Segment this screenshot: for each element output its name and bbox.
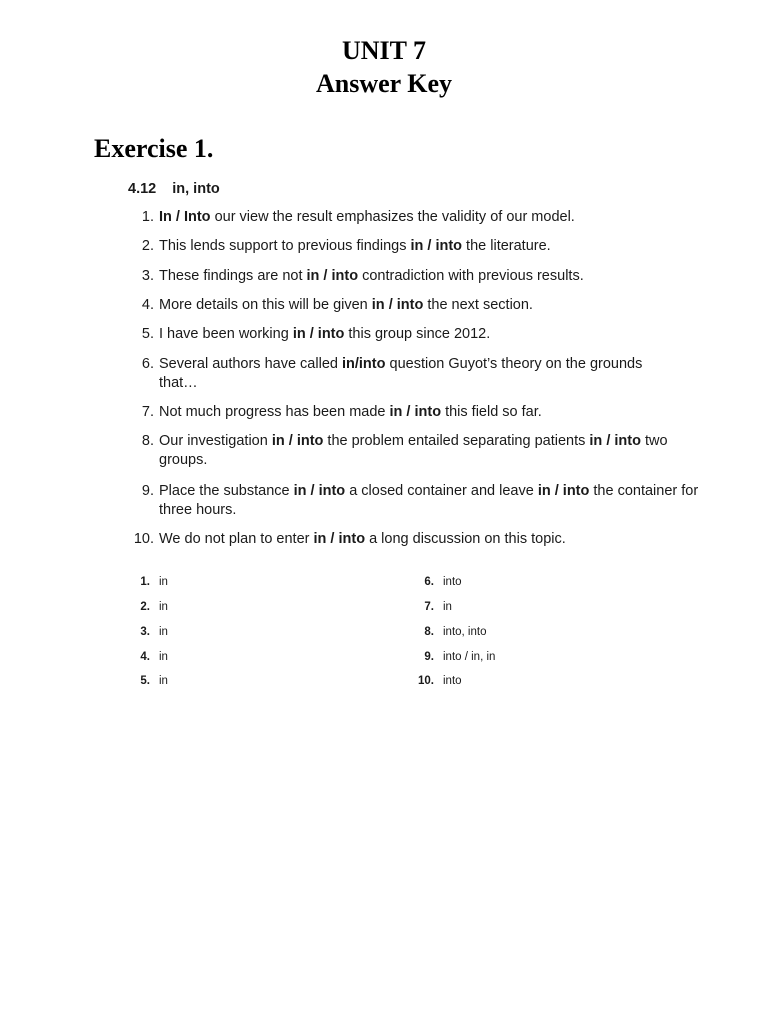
question-item	[124, 403, 714, 422]
question-number: 8.	[141, 433, 154, 449]
question-text	[159, 355, 684, 393]
question-item	[124, 208, 714, 227]
question-text-part: Not much progress has been made	[159, 404, 390, 420]
question-item	[124, 432, 704, 470]
question-text-part: our view the result emphasizes the validity of our model.	[210, 209, 575, 225]
answer-number: 8.	[424, 626, 434, 638]
answer-number: 3.	[140, 626, 150, 638]
question-text-part: Several authors have called	[159, 356, 342, 372]
question-number: 6.	[141, 356, 154, 372]
question-item	[124, 296, 714, 315]
answer-item	[126, 673, 326, 689]
answer-item	[410, 624, 610, 640]
answer-key-title: Answer Key	[315, 69, 452, 98]
answer-value: in	[159, 626, 168, 638]
question-text-part: two groups.	[159, 433, 668, 468]
question-number: 10.	[133, 531, 154, 547]
question-option: in / into	[271, 433, 324, 449]
answer-item	[126, 574, 326, 590]
section-topic: in, into	[172, 181, 220, 197]
question-text	[159, 482, 714, 520]
question-text-part: the problem entailed separating patients	[323, 433, 590, 449]
question-option: in / into	[371, 297, 424, 313]
answer-number: 6.	[424, 576, 434, 588]
question-option: in / into	[589, 433, 641, 449]
question-text-part: More details on this will be given	[159, 297, 372, 313]
question-text	[159, 403, 714, 422]
question-text	[159, 237, 714, 256]
question-option: in / into	[389, 404, 442, 420]
question-number: 4.	[141, 297, 154, 313]
question-option: In / Into	[159, 209, 211, 225]
question-text-part: question Guyot’s theory on the grounds that…	[159, 356, 643, 391]
question-item	[124, 530, 714, 549]
answer-value: in	[443, 601, 452, 613]
answer-value: in	[159, 675, 168, 687]
question-text-part: the next section.	[423, 297, 533, 313]
answer-item	[410, 599, 610, 615]
question-option: in / into	[306, 268, 359, 284]
answer-item	[126, 624, 326, 640]
question-number: 1.	[141, 209, 154, 225]
answer-item	[410, 649, 610, 665]
question-text-part: a long discussion on this topic.	[365, 531, 566, 547]
answer-value: in	[159, 651, 168, 663]
answer-number: 10.	[418, 675, 434, 687]
question-text	[159, 296, 714, 315]
question-text-part: the container for three hours.	[159, 483, 699, 518]
question-text-part: This lends support to previous findings	[159, 238, 411, 254]
answer-number: 5.	[140, 675, 150, 687]
answer-item	[126, 649, 326, 665]
question-option: in / into	[292, 326, 345, 342]
section-number: 4.12	[128, 181, 157, 197]
question-text-part: a closed container and leave	[345, 483, 538, 499]
question-item	[124, 237, 714, 256]
question-item	[124, 482, 714, 520]
answer-value: in	[159, 601, 168, 613]
question-number: 7.	[141, 404, 154, 420]
question-text-part: These findings are not	[159, 268, 307, 284]
question-text-part: We do not plan to enter	[159, 531, 314, 547]
unit-title: UNIT 7	[341, 36, 427, 65]
answer-value: into	[443, 675, 462, 687]
question-item	[124, 325, 714, 344]
question-item	[124, 355, 684, 393]
question-option: in / into	[313, 531, 366, 547]
question-item	[124, 267, 714, 286]
question-option: in / into	[537, 483, 590, 499]
question-text-part: Our investigation	[159, 433, 272, 449]
question-number: 2.	[141, 238, 154, 254]
question-number: 5.	[141, 326, 154, 342]
question-option: in / into	[293, 483, 346, 499]
answer-value: into, into	[443, 626, 487, 638]
answer-item	[410, 574, 610, 590]
question-text-part: this field so far.	[441, 404, 542, 420]
question-option: in/into	[341, 356, 386, 372]
answer-number: 9.	[424, 651, 434, 663]
answer-value: into	[443, 576, 462, 588]
question-text	[159, 530, 714, 549]
question-text	[159, 432, 704, 470]
exercise-heading: Exercise 1.	[94, 134, 214, 163]
answer-number: 7.	[424, 601, 434, 613]
answer-item	[126, 599, 326, 615]
answer-number: 4.	[140, 651, 150, 663]
question-text	[159, 208, 714, 227]
section-heading	[128, 179, 220, 199]
answer-value: into / in, in	[443, 651, 496, 663]
question-number: 3.	[141, 268, 154, 284]
question-text	[159, 267, 714, 286]
answer-number: 1.	[140, 576, 150, 588]
question-text-part: I have been working	[159, 326, 293, 342]
answer-number: 2.	[140, 601, 150, 613]
question-text-part: Place the substance	[159, 483, 294, 499]
question-text-part: this group since 2012.	[344, 326, 491, 342]
question-text-part: the literature.	[462, 238, 551, 254]
question-text	[159, 325, 714, 344]
question-text-part: contradiction with previous results.	[358, 268, 584, 284]
question-option: in / into	[410, 238, 463, 254]
answer-value: in	[159, 576, 168, 588]
question-number: 9.	[141, 483, 154, 499]
answer-item	[410, 673, 610, 689]
